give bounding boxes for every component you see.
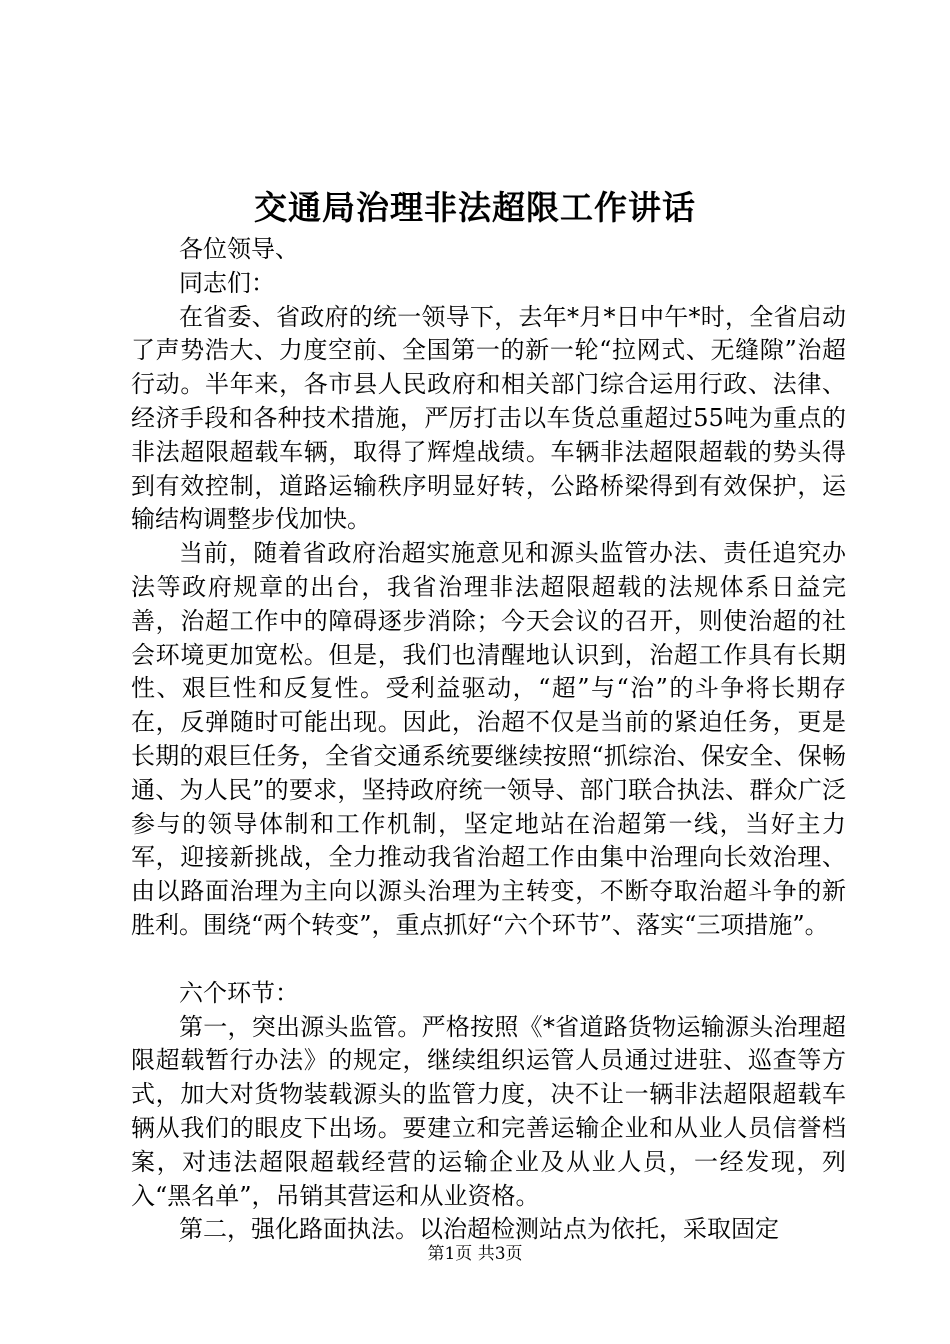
document-title: 交通局治理非法超限工作讲话: [254, 188, 696, 227]
salutation-leaders: 各位领导、: [179, 235, 299, 263]
body-paragraph: 在省委、省政府的统一领导下，去年*月*日中午*时，全省启动了声势浩大、力度空前、全国第一的新一轮“拉网式、无缝隙”治超行动。半年来，各市县人民政府和相关部门综合运用行政、法律、经济手段和各种技术措施，严厉打击以车货总重超过55吨为重点的非法超限超载车辆，取得了辉煌战绩。车辆非法超限超载的势头得到有效控制，道路运输秩序明显好转，公路桥梁得到有效保护，运输结构调整步伐加快。: [131, 302, 846, 534]
section-paragraph: 第一，突出源头监管。严格按照《*省道路货物运输源头治理超限超载暂行办法》的规定，继续组织运管人员通过进驻、巡查等方式，加大对货物装载源头的监管力度，决不让一辆非法超限超载车辆从我们的眼皮下出场。要建立和完善运输企业和从业人员信誉档案，对违法超限超载经营的运输企业及从业人员，一经发现，列入“黑名单”，吊销其营运和从业资格。: [131, 1012, 846, 1210]
body-paragraph: 当前，随着省政府治超实施意见和源头监管办法、责任追究办法等政府规章的出台，我省治理非法超限超载的法规体系日益完善，治超工作中的障碍逐步消除；今天会议的召开，则使治超的社会环境更加宽松。但是，我们也清醒地认识到，治超工作具有长期性、艰巨性和反复性。受利益驱动，“超”与“治”的斗争将长期存在，反弹随时可能出现。因此，治超不仅是当前的紧迫任务，更是长期的艰巨任务，全省交通系统要继续按照“抓综治、保安全、保畅通、为人民”的要求，坚持政府统一领导、部门联合执法、群众广泛参与的领导体制和工作机制，坚定地站在治超第一线，当好主力军，迎接新挑战，全力推动我省治超工作由集中治理向长效治理、由以路面治理为主向以源头治理为主转变，不断夺取治超斗争的新胜利。围绕“两个转变”，重点抓好“六个环节”、落实“三项措施”。: [131, 539, 846, 939]
page-footer: 第1页 共3页: [427, 1244, 523, 1264]
section-heading: 六个环节：: [179, 978, 299, 1007]
paragraph-gap: [131, 943, 846, 977]
salutation-comrades: 同志们：: [179, 268, 275, 297]
section-paragraph: 第二，强化路面执法。以治超检测站点为依托，采取固定: [179, 1215, 779, 1244]
document-body: [131, 233, 846, 1247]
